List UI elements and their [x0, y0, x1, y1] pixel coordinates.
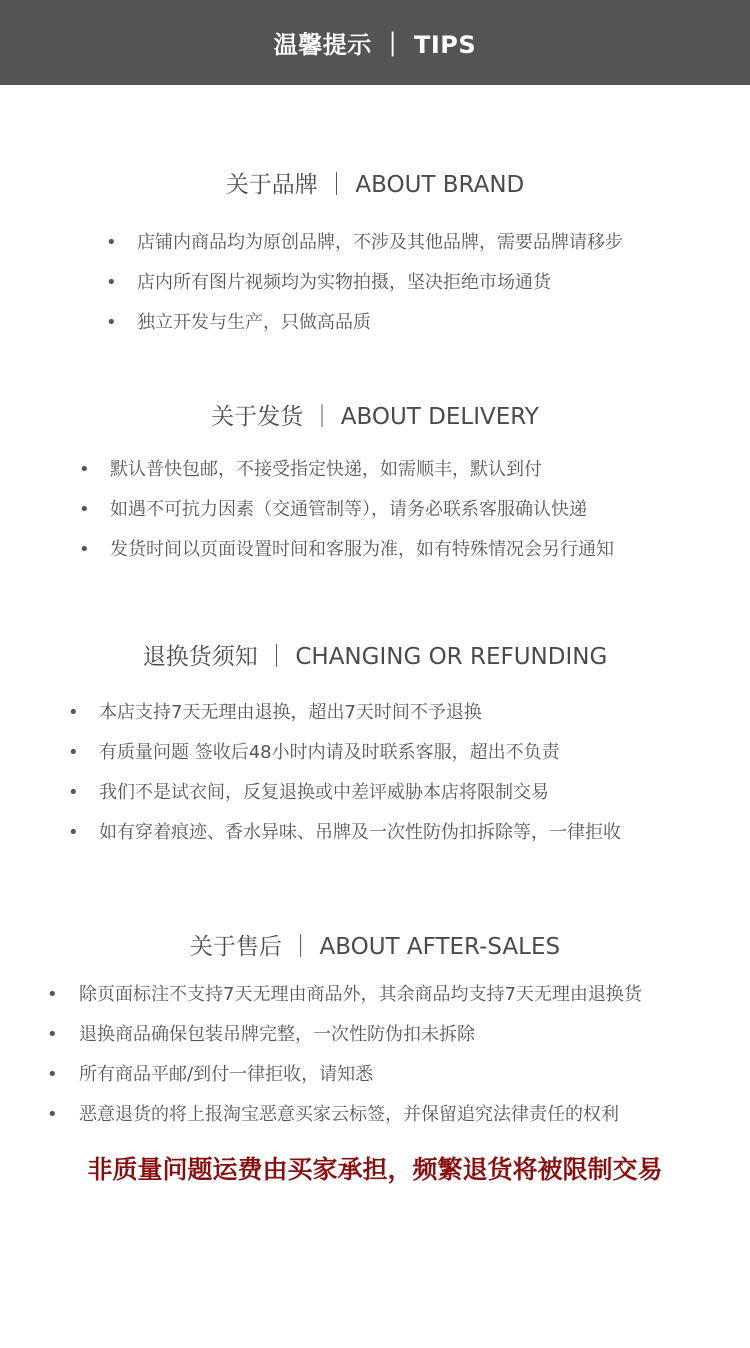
header-title: 温馨提示 ｜ TIPS [273, 31, 477, 59]
bullet-icon: • [68, 702, 79, 723]
bullet-icon: • [106, 232, 117, 253]
bullet-icon: • [106, 272, 117, 293]
list-item-text: 恶意退货的将上报淘宝恶意买家云标签，并保留追究法律责任的权利 [79, 1104, 619, 1125]
bullet-icon: • [68, 822, 79, 843]
list-item-text: 店铺内商品均为原创品牌，不涉及其他品牌，需要品牌请移步 [137, 232, 623, 253]
bullet-icon: • [47, 1024, 58, 1045]
list-item-text: 如遇不可抗力因素（交通管制等），请务必联系客服确认快递 [110, 499, 587, 520]
list-item-text: 如有穿着痕迹、香水异味、吊牌及一次性防伪扣拆除等，一律拒收 [99, 822, 621, 843]
bullet-icon: • [47, 1064, 58, 1085]
section-title-delivery: 关于发货 ｜ ABOUT DELIVERY [211, 404, 539, 430]
bullet-icon: • [47, 984, 58, 1005]
list-item-text: 退换商品确保包装吊牌完整，一次性防伪扣未拆除 [79, 1024, 475, 1045]
list-item-text: 除页面标注不支持7天无理由商品外，其余商品均支持7天无理由退换货 [79, 984, 642, 1005]
list-item-text: 有质量问题 签收后48小时内请及时联系客服，超出不负责 [99, 742, 560, 763]
bullet-icon: • [106, 312, 117, 333]
shipping-fee-warning: 非质量问题运费由买家承担，频繁退货将被限制交易 [87, 1155, 663, 1184]
list-item-text: 所有商品平邮/到付一律拒收，请知悉 [79, 1064, 374, 1085]
bullet-icon: • [79, 539, 90, 560]
list-item-text: 发货时间以页面设置时间和客服为准，如有特殊情况会另行通知 [110, 539, 614, 560]
list-item-text: 独立开发与生产，只做高品质 [137, 312, 371, 333]
bullet-icon: • [79, 499, 90, 520]
section-title-brand: 关于品牌 ｜ ABOUT BRAND [225, 172, 525, 198]
list-item-text: 默认普快包邮，不接受指定快递，如需顺丰，默认到付 [110, 459, 542, 480]
bullet-icon: • [68, 782, 79, 803]
section-title-refunding: 退换货须知 ｜ CHANGING OR REFUNDING [142, 644, 608, 670]
list-item-text: 本店支持7天无理由退换，超出7天时间不予退换 [99, 702, 482, 723]
bullet-icon: • [79, 459, 90, 480]
bullet-icon: • [68, 742, 79, 763]
list-item-text: 我们不是试衣间，反复退换或中差评威胁本店将限制交易 [99, 782, 549, 803]
list-item-text: 店内所有图片视频均为实物拍摄，坚决拒绝市场通货 [137, 272, 551, 293]
header-bar [0, 0, 750, 85]
section-title-after-sales: 关于售后 ｜ ABOUT AFTER-SALES [189, 934, 561, 960]
bullet-icon: • [47, 1104, 58, 1125]
